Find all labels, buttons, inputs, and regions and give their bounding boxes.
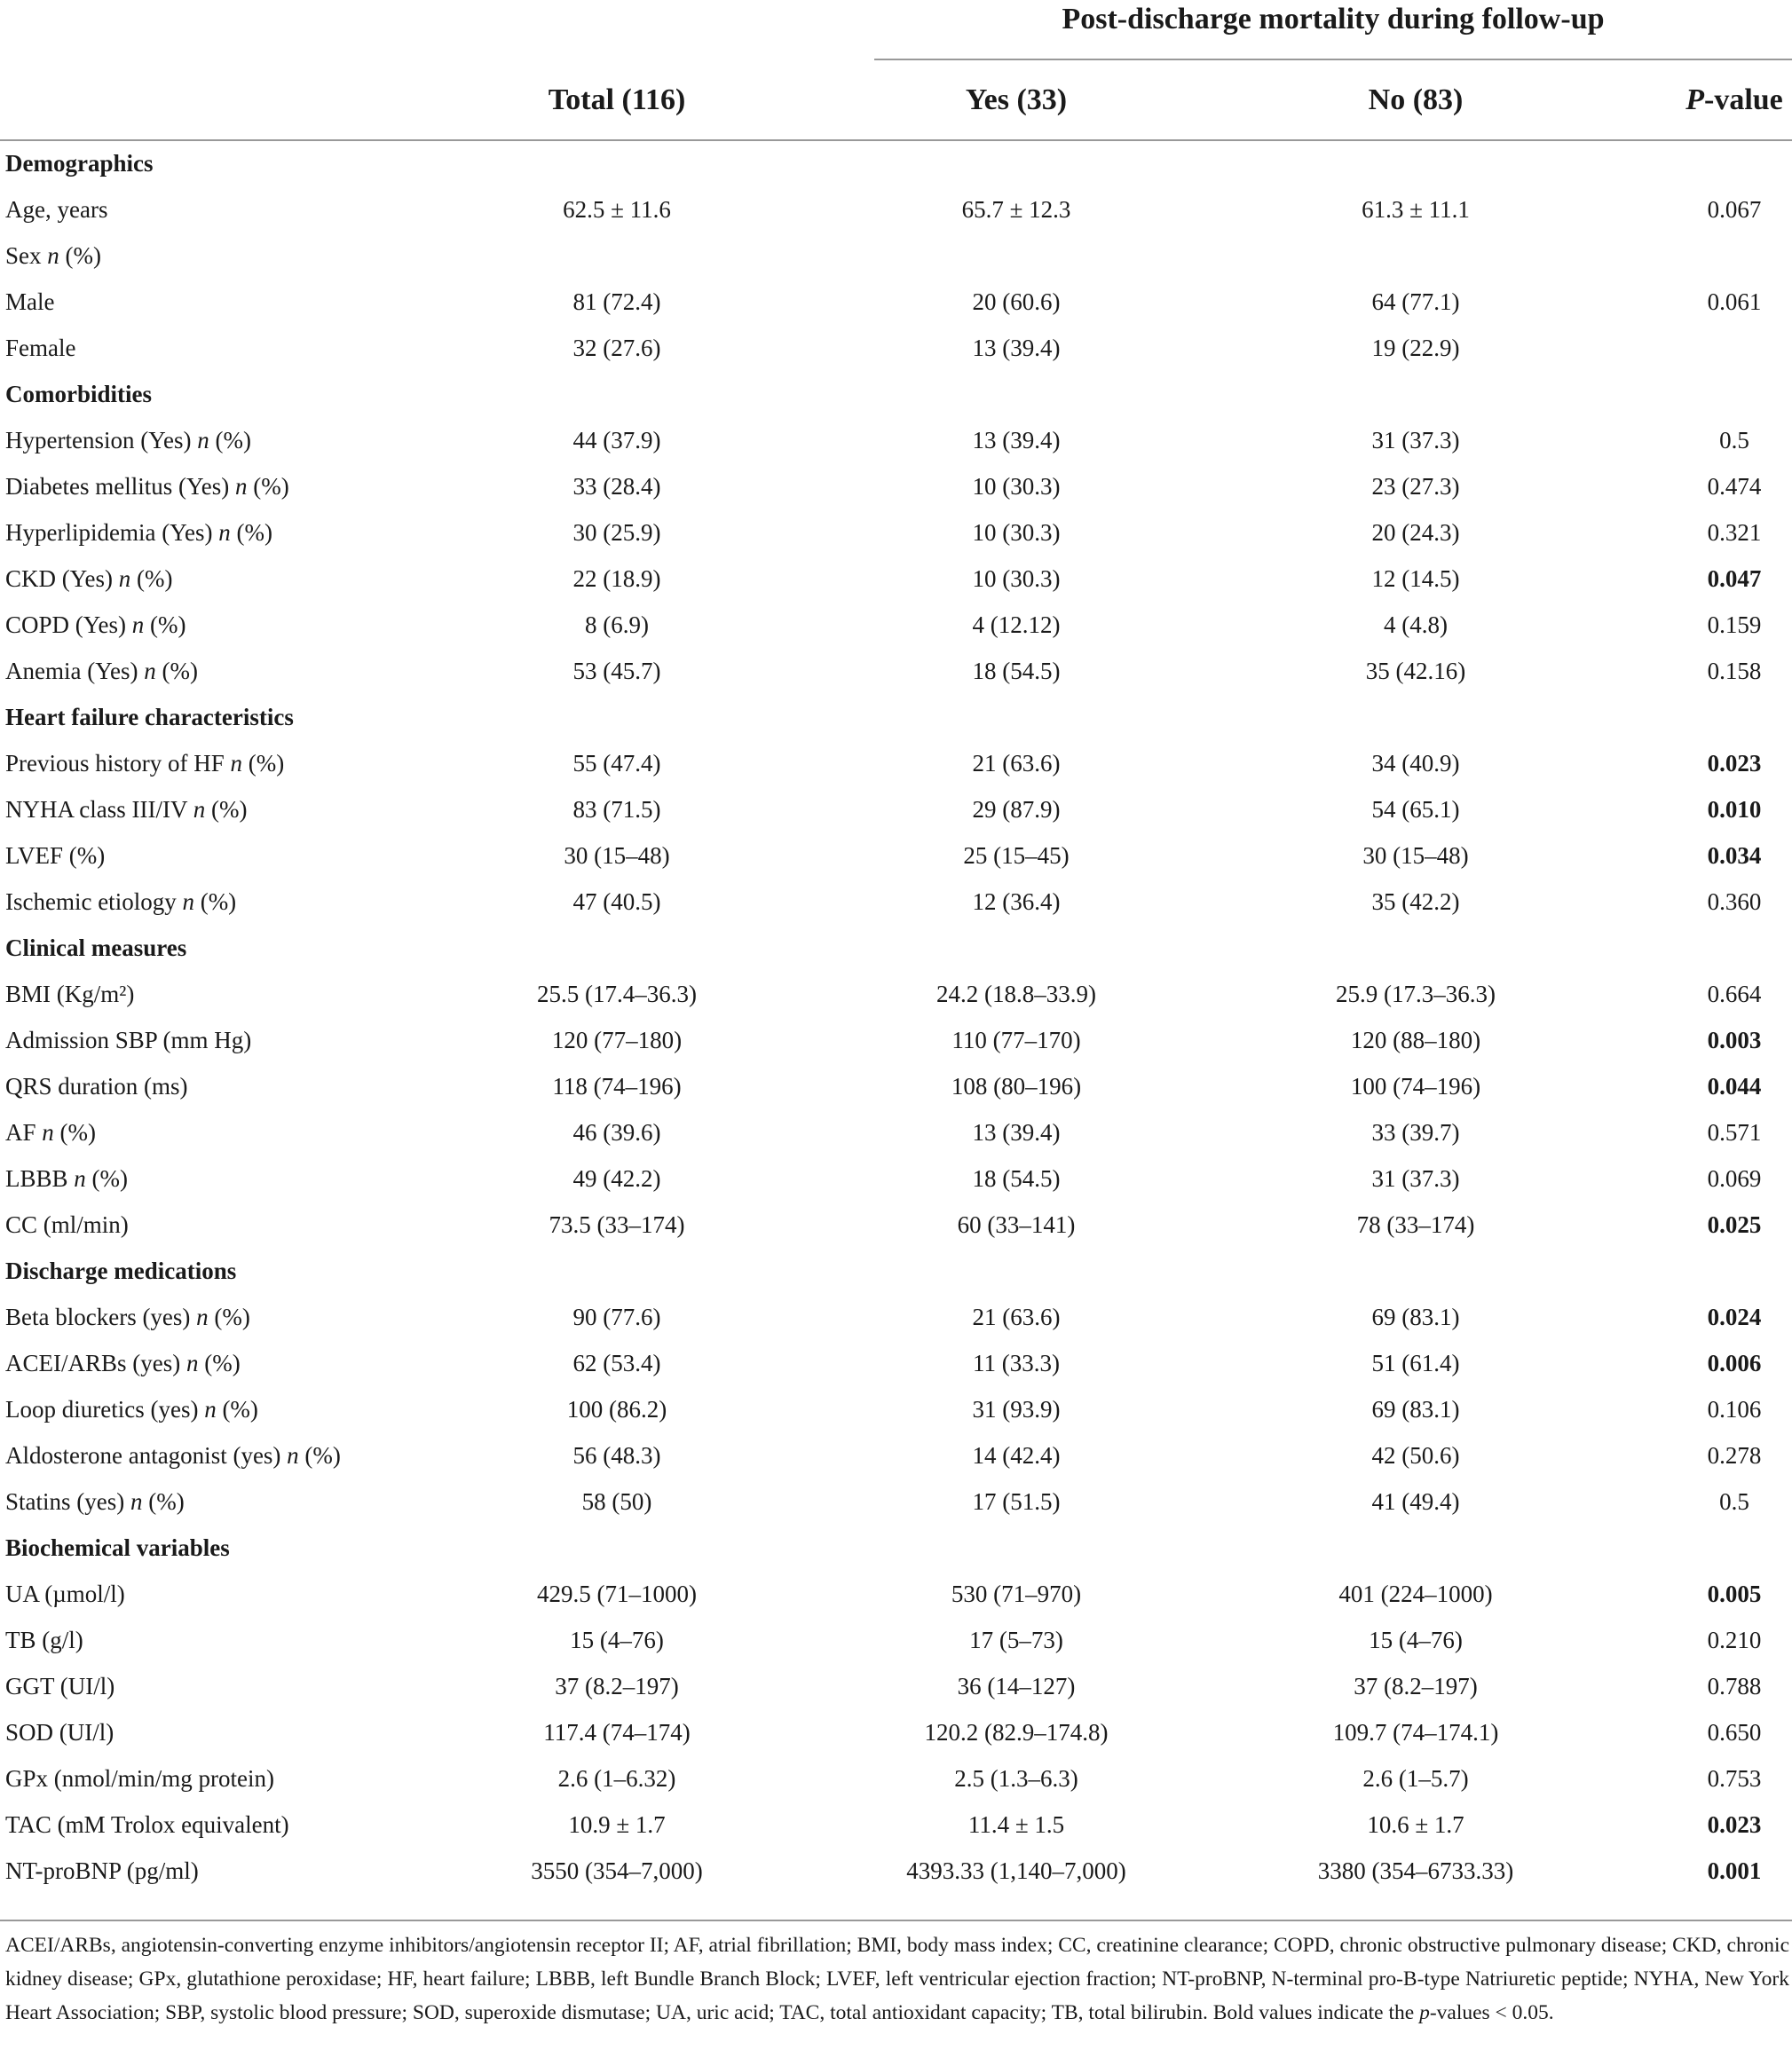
p-italic: P	[1685, 83, 1704, 116]
cell-total: 118 (74–196)	[552, 1073, 682, 1100]
row-label: Admission SBP (mm Hg)	[5, 1027, 252, 1053]
row-label: NYHA class III/IV n (%)	[5, 796, 248, 823]
table-row	[0, 1802, 1792, 1848]
table-row	[0, 1432, 1792, 1479]
cell-total	[422, 233, 812, 279]
cell-no: 33 (39.7)	[1371, 1119, 1460, 1146]
cell-yes: 4 (12.12)	[972, 611, 1061, 638]
cell-yes: 14 (42.4)	[972, 1442, 1061, 1469]
cell-yes: 108 (80–196)	[951, 1073, 1082, 1100]
section-label: Discharge medications	[5, 1258, 237, 1284]
cell-yes: 24.2 (18.8–33.9)	[936, 981, 1096, 1007]
table-row	[0, 602, 1792, 648]
row-label: Statins (yes) n (%)	[5, 1488, 185, 1515]
cell-no: 4 (4.8)	[1384, 611, 1448, 638]
cell-no: 23 (27.3)	[1371, 473, 1460, 500]
section-row	[0, 1248, 1792, 1294]
row-label: Female	[5, 335, 76, 361]
table-row	[0, 1848, 1792, 1894]
cell-yes: 530 (71–970)	[951, 1581, 1082, 1607]
cell-p-value: 0.650	[1707, 1719, 1762, 1746]
cell-yes: 120.2 (82.9–174.8)	[924, 1719, 1109, 1746]
cell-total: 30 (15–48)	[564, 842, 670, 869]
cell-p-value: 0.024	[1707, 1304, 1762, 1330]
table-row	[0, 648, 1792, 694]
cell-p-value: 0.005	[1707, 1581, 1762, 1607]
cell-p-value: 0.106	[1707, 1396, 1762, 1423]
row-label: ACEI/ARBs (yes) n (%)	[5, 1350, 241, 1376]
cell-p-value: 0.753	[1707, 1765, 1762, 1792]
section-label: Clinical measures	[5, 934, 187, 961]
cell-yes: 36 (14–127)	[957, 1673, 1076, 1699]
cell-yes: 10 (30.3)	[972, 519, 1061, 546]
cell-yes: 25 (15–45)	[963, 842, 1070, 869]
cell-no: 120 (88–180)	[1350, 1027, 1481, 1053]
cell-p-value: 0.001	[1707, 1857, 1762, 1884]
cell-total: 100 (86.2)	[566, 1396, 667, 1423]
cell-p-value	[1633, 325, 1792, 371]
cell-p-value: 0.158	[1707, 658, 1762, 684]
cell-no: 42 (50.6)	[1371, 1442, 1460, 1469]
cell-p-value: 0.5	[1719, 1488, 1749, 1515]
row-label: QRS duration (ms)	[5, 1073, 188, 1100]
table-row	[0, 1755, 1792, 1802]
cell-yes: 60 (33–141)	[957, 1211, 1076, 1238]
cell-yes: 2.5 (1.3–6.3)	[954, 1765, 1078, 1792]
cell-yes: 11.4 ± 1.5	[967, 1811, 1065, 1838]
row-label: Age, years	[5, 196, 108, 223]
cell-yes: 110 (77–170)	[951, 1027, 1081, 1053]
row-label: COPD (Yes) n (%)	[5, 611, 186, 638]
table-row	[0, 186, 1792, 233]
table-row	[0, 417, 1792, 463]
row-label: Hyperlipidemia (Yes) n (%)	[5, 519, 272, 546]
cell-no: 51 (61.4)	[1371, 1350, 1460, 1376]
row-label: NT-proBNP (pg/ml)	[5, 1857, 199, 1884]
table-row	[0, 1571, 1792, 1617]
row-label: SOD (UI/l)	[5, 1719, 114, 1746]
cell-no: 2.6 (1–5.7)	[1362, 1765, 1469, 1792]
cell-p-value: 0.571	[1707, 1119, 1762, 1146]
cell-p-value: 0.788	[1707, 1673, 1762, 1699]
cell-no: 54 (65.1)	[1371, 796, 1460, 823]
section-label: Biochemical variables	[5, 1534, 230, 1561]
section-label: Comorbidities	[5, 381, 152, 407]
bottom-rule	[0, 1920, 1792, 1921]
cell-no: 30 (15–48)	[1362, 842, 1469, 869]
cell-no: 41 (49.4)	[1371, 1488, 1460, 1515]
cell-total: 55 (47.4)	[572, 750, 661, 777]
cell-total: 33 (28.4)	[572, 473, 661, 500]
cell-total: 62 (53.4)	[572, 1350, 661, 1376]
cell-yes: 31 (93.9)	[972, 1396, 1061, 1423]
cell-no: 31 (37.3)	[1371, 427, 1460, 453]
table-row	[0, 463, 1792, 509]
cell-no: 25.9 (17.3–36.3)	[1336, 981, 1496, 1007]
table-body	[0, 140, 1792, 1894]
cell-yes: 65.7 ± 12.3	[961, 196, 1071, 223]
cell-yes: 18 (54.5)	[972, 1165, 1061, 1192]
cell-p-value: 0.061	[1707, 288, 1762, 315]
table-row	[0, 556, 1792, 602]
table-row	[0, 325, 1792, 371]
cell-no: 401 (224–1000)	[1338, 1581, 1493, 1607]
cell-total: 58 (50)	[581, 1488, 652, 1515]
table-row	[0, 279, 1792, 325]
cell-yes: 17 (5–73)	[969, 1627, 1063, 1653]
cell-total: 32 (27.6)	[572, 335, 661, 361]
cell-yes	[817, 233, 1216, 279]
cell-p-value: 0.023	[1707, 1811, 1762, 1838]
col-header-yes: Yes (33)	[965, 83, 1068, 116]
row-label: CC (ml/min)	[5, 1211, 129, 1238]
cell-no: 35 (42.2)	[1371, 888, 1460, 915]
cell-yes: 10 (30.3)	[972, 565, 1061, 592]
cell-p-value: 0.159	[1707, 611, 1762, 638]
p-suffix: -value	[1704, 83, 1783, 116]
cell-p-value: 0.047	[1707, 565, 1762, 592]
cell-yes: 17 (51.5)	[972, 1488, 1061, 1515]
cell-total: 56 (48.3)	[572, 1442, 661, 1469]
table-row	[0, 1479, 1792, 1525]
cell-no: 78 (33–174)	[1356, 1211, 1475, 1238]
cell-no: 34 (40.9)	[1371, 750, 1460, 777]
row-label: CKD (Yes) n (%)	[5, 565, 173, 592]
cell-no: 15 (4–76)	[1369, 1627, 1463, 1653]
table-row	[0, 1202, 1792, 1248]
cell-p-value: 0.664	[1707, 981, 1762, 1007]
col-header-p	[1633, 60, 1792, 140]
cell-p-value: 0.5	[1719, 427, 1749, 453]
cell-yes: 12 (36.4)	[972, 888, 1061, 915]
cell-total: 25.5 (17.4–36.3)	[537, 981, 697, 1007]
cell-yes: 4393.33 (1,140–7,000)	[906, 1857, 1126, 1884]
table-row	[0, 1017, 1792, 1063]
cell-total: 73.5 (33–174)	[549, 1211, 685, 1238]
section-row	[0, 140, 1792, 186]
cell-yes: 18 (54.5)	[972, 658, 1061, 684]
cell-yes: 21 (63.6)	[972, 750, 1061, 777]
table-row	[0, 879, 1792, 925]
cell-yes: 21 (63.6)	[972, 1304, 1061, 1330]
cell-p-value: 0.360	[1707, 888, 1762, 915]
cell-total: 81 (72.4)	[572, 288, 661, 315]
cell-p-value: 0.023	[1707, 750, 1762, 777]
table-row	[0, 786, 1792, 832]
row-label: Anemia (Yes) n (%)	[5, 658, 198, 684]
cell-p-value: 0.003	[1707, 1027, 1762, 1053]
table-row	[0, 1063, 1792, 1109]
cell-yes: 13 (39.4)	[972, 335, 1061, 361]
cell-yes: 20 (60.6)	[972, 288, 1061, 315]
table-row	[0, 1617, 1792, 1663]
table-row	[0, 832, 1792, 879]
row-label: LVEF (%)	[5, 842, 106, 869]
row-label: GPx (nmol/min/mg protein)	[5, 1765, 274, 1792]
cell-p-value: 0.278	[1707, 1442, 1762, 1469]
row-label: Diabetes mellitus (Yes) n (%)	[5, 473, 289, 500]
cell-p-value: 0.010	[1707, 796, 1762, 823]
row-label: AF n (%)	[5, 1119, 96, 1146]
cell-total: 83 (71.5)	[572, 796, 661, 823]
cell-total: 30 (25.9)	[572, 519, 661, 546]
row-label: Hypertension (Yes) n (%)	[5, 427, 251, 453]
cell-yes: 10 (30.3)	[972, 473, 1061, 500]
table-footnote: ACEI/ARBs, angiotensin-converting enzyme inhibitors/angiotensin receptor II; AF, atrial fibrillation; BMI, body mass index; CC, creatinine clearance; COPD, chronic obstructive pulmonary disease; CKD, chronic kidney disease; GPx, glutathione peroxidase; HF, heart failure; LBBB, left Bundle Branch Block; LVEF, left ventricular ejection fraction; NT-proBNP, N-terminal pro-B-type Natriuretic peptide; NYHA, New York Heart Association; SBP, systolic blood pressure; SOD, superoxide dismutase; UA, uric acid; TAC, total antioxidant capacity; TB, total bilirubin. Bold values indicate the p-values < 0.05.	[5, 1934, 1789, 2024]
row-label: UA (µmol/l)	[5, 1581, 125, 1607]
cell-total: 120 (77–180)	[551, 1027, 683, 1053]
cell-no: 19 (22.9)	[1371, 335, 1460, 361]
cell-total: 2.6 (1–6.32)	[557, 1765, 676, 1792]
cell-total: 53 (45.7)	[572, 658, 661, 684]
cell-no: 109.7 (74–174.1)	[1332, 1719, 1499, 1746]
cell-total: 8 (6.9)	[585, 611, 649, 638]
row-label: TAC (mM Trolox equivalent)	[5, 1811, 289, 1838]
table-row	[0, 740, 1792, 786]
cell-total: 62.5 ± 11.6	[563, 196, 671, 223]
cell-p-value: 0.044	[1707, 1073, 1762, 1100]
cell-total: 3550 (354–7,000)	[531, 1857, 703, 1884]
row-label: Sex n (%)	[5, 242, 101, 269]
table-row	[0, 1155, 1792, 1202]
cell-p-value: 0.025	[1707, 1211, 1762, 1238]
cell-total: 37 (8.2–197)	[555, 1673, 679, 1699]
cell-p-value: 0.069	[1707, 1165, 1762, 1192]
cell-total: 22 (18.9)	[572, 565, 661, 592]
section-label: Demographics	[5, 150, 154, 177]
section-row	[0, 925, 1792, 971]
cell-total: 10.9 ± 1.7	[568, 1811, 666, 1838]
cell-p-value: 0.067	[1707, 196, 1762, 223]
row-label: Previous history of HF n (%)	[5, 750, 285, 777]
cell-total: 44 (37.9)	[572, 427, 661, 453]
row-label: Aldosterone antagonist (yes) n (%)	[5, 1442, 341, 1469]
cell-no: 3380 (354–6733.33)	[1317, 1857, 1514, 1884]
table-row	[0, 1386, 1792, 1432]
cell-total: 46 (39.6)	[572, 1119, 661, 1146]
row-label: Ischemic etiology n (%)	[5, 888, 237, 915]
cell-yes: 13 (39.4)	[972, 1119, 1061, 1146]
cell-p-value: 0.034	[1707, 842, 1762, 869]
cell-total: 429.5 (71–1000)	[537, 1581, 697, 1607]
cell-total: 47 (40.5)	[572, 888, 661, 915]
cell-no: 20 (24.3)	[1371, 519, 1460, 546]
table-row	[0, 1663, 1792, 1709]
table-row	[0, 509, 1792, 556]
table-row	[0, 1294, 1792, 1340]
cell-total: 49 (42.2)	[572, 1165, 661, 1192]
col-header-total: Total (116)	[548, 83, 686, 116]
table-row	[0, 233, 1792, 279]
cell-no: 69 (83.1)	[1371, 1396, 1460, 1423]
row-label: LBBB n (%)	[5, 1165, 129, 1192]
cell-p-value: 0.321	[1707, 519, 1762, 546]
cell-no: 61.3 ± 11.1	[1362, 196, 1470, 223]
cell-p-value: 0.006	[1707, 1350, 1762, 1376]
cell-no: 100 (74–196)	[1350, 1073, 1481, 1100]
cell-no	[1229, 233, 1602, 279]
cell-no: 10.6 ± 1.7	[1367, 1811, 1464, 1838]
cell-p-value: 0.210	[1707, 1627, 1762, 1653]
cell-yes: 11 (33.3)	[973, 1350, 1060, 1376]
group-header: Post-discharge mortality during follow-up	[874, 0, 1792, 60]
cell-total: 15 (4–76)	[570, 1627, 664, 1653]
row-label: Beta blockers (yes) n (%)	[5, 1304, 250, 1330]
section-row	[0, 694, 1792, 740]
row-label: TB (g/l)	[5, 1627, 83, 1653]
row-label: BMI (Kg/m²)	[5, 981, 135, 1007]
row-label: Male	[5, 288, 55, 315]
section-row	[0, 1525, 1792, 1571]
cell-no: 69 (83.1)	[1371, 1304, 1460, 1330]
cell-p-value: 0.474	[1707, 473, 1762, 500]
table-row	[0, 971, 1792, 1017]
cell-total: 90 (77.6)	[572, 1304, 661, 1330]
table-row	[0, 1340, 1792, 1386]
section-label: Heart failure characteristics	[5, 704, 294, 730]
cell-total: 117.4 (74–174)	[543, 1719, 691, 1746]
section-row	[0, 371, 1792, 417]
cell-no: 64 (77.1)	[1371, 288, 1460, 315]
cell-no: 31 (37.3)	[1371, 1165, 1460, 1192]
cell-yes: 29 (87.9)	[972, 796, 1061, 823]
table-row	[0, 1109, 1792, 1155]
cell-yes: 13 (39.4)	[972, 427, 1061, 453]
table-row	[0, 1709, 1792, 1755]
row-label: Loop diuretics (yes) n (%)	[5, 1396, 258, 1423]
column-header-row	[0, 60, 1792, 140]
cell-p-value	[1633, 233, 1792, 279]
col-header-no: No (83)	[1368, 83, 1464, 116]
row-label: GGT (UI/l)	[5, 1673, 115, 1699]
cell-no: 35 (42.16)	[1365, 658, 1466, 684]
cell-no: 37 (8.2–197)	[1354, 1673, 1478, 1699]
cell-no: 12 (14.5)	[1371, 565, 1460, 592]
